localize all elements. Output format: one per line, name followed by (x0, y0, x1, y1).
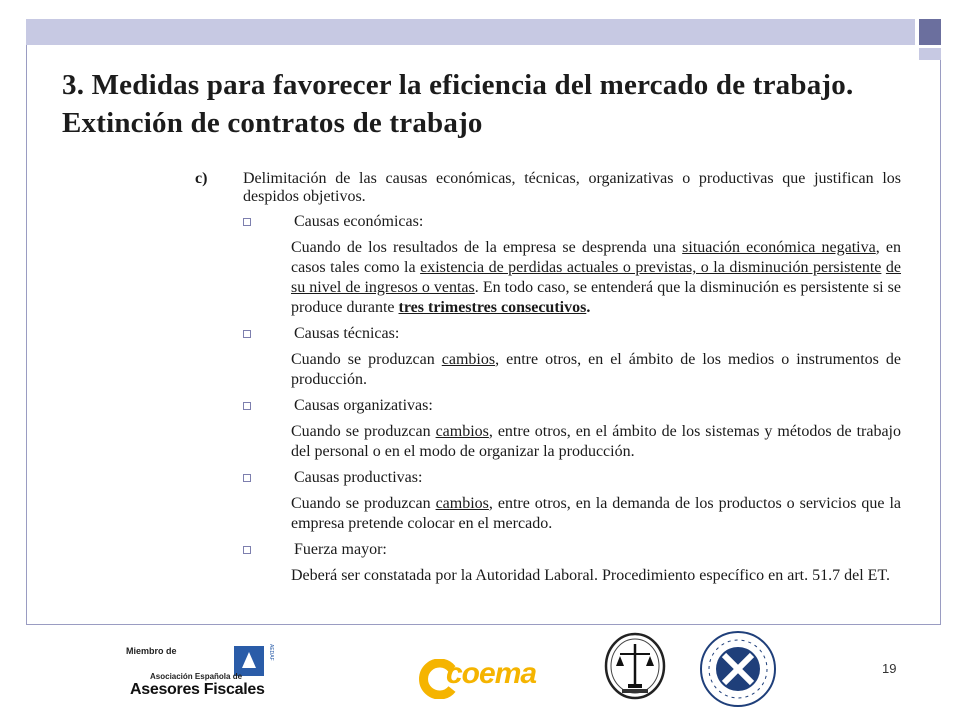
coema-name: coema (446, 657, 537, 690)
text-run: Cuando se produzcan (291, 495, 436, 512)
cause-heading: Causas técnicas: (294, 325, 400, 342)
frame-bottom-line (26, 624, 941, 625)
text-run: , entre otros, en el ámbito de los sistemas y métodos de trabajo del personal o en el modo de organizar la producción. (291, 423, 901, 460)
slide-content (195, 170, 901, 586)
cause-description: Deberá ser constatada por la Autoridad Laboral. Procedimiento específico en art. 51.7 del ET. (291, 567, 891, 584)
cause-heading: Fuerza mayor: (294, 541, 387, 558)
underlined-text: cambios (441, 351, 496, 368)
text-run: . (586, 299, 591, 316)
underlined-text: de su nivel de ingresos o ventas (291, 259, 902, 296)
text-run: , en casos tales como la (291, 239, 901, 276)
header-accent-bar (26, 19, 915, 45)
aedaf-name-text: Asesores Fiscales (130, 681, 265, 698)
frame-right-line (940, 60, 941, 625)
text-run: , entre otros, en el ámbito de los medios o instrumentos de producción. (291, 351, 901, 388)
cause-tecnicas (243, 324, 901, 390)
coema-logo (418, 655, 537, 701)
square-bullet-icon (243, 546, 251, 554)
item-c-marker: c) (195, 170, 208, 187)
cause-heading: Causas económicas: (294, 213, 424, 230)
cause-productivas (243, 468, 901, 534)
aedaf-member-label: Miembro de (126, 646, 177, 656)
underlined-text: existencia de perdidas actuales o previstas, o la disminución persistente (420, 259, 882, 276)
square-bullet-icon (243, 218, 251, 226)
slide-title: 3. Medidas para favorecer la eficiencia del mercado de trabajo. Extinción de contratos de trabajo (62, 69, 854, 139)
underlined-bold-text: tres trimestres consecutivos (398, 299, 587, 316)
cause-organizativas (243, 396, 901, 462)
cause-heading: Causas productivas: (294, 469, 423, 486)
aedaf-tag: AEDAF (268, 644, 274, 661)
cause-heading: Causas organizativas: (294, 397, 433, 414)
underlined-text: cambios (435, 495, 489, 512)
square-bullet-icon (243, 474, 251, 482)
text-run: Cuando se produzcan (291, 423, 436, 440)
text-run: Cuando de los resultados de la empresa se desprenda una (291, 239, 683, 256)
header-accent-square-small (919, 48, 941, 60)
item-c (195, 170, 901, 206)
cause-description (291, 350, 901, 390)
cause-description (291, 422, 901, 462)
frame-left-line (26, 45, 27, 625)
aedaf-assoc-text: Asociación Española de (150, 672, 243, 681)
scales-icon (604, 632, 666, 700)
cause-economicas (243, 212, 901, 318)
cause-description (291, 238, 901, 318)
aedaf-logo (126, 640, 286, 700)
justice-seal-logo (604, 632, 666, 700)
text-run: Cuando se produzcan (291, 351, 442, 368)
iba-cross-icon (698, 630, 778, 708)
cause-fuerza-mayor (243, 540, 901, 586)
underlined-text: cambios (435, 423, 489, 440)
page-number: 19 (882, 661, 897, 676)
cause-description (291, 494, 901, 534)
underlined-text: situación económica negativa (682, 239, 876, 256)
text-run: . En todo caso, se entenderá que la disminución es persistente si se produce durante (291, 279, 901, 316)
item-c-text: Delimitación de las causas económicas, técnicas, organizativas o productivas que justifican los despidos objetivos. (243, 170, 901, 205)
square-bullet-icon (243, 330, 251, 338)
header-accent-square (919, 19, 941, 45)
square-bullet-icon (243, 402, 251, 410)
text-run: , entre otros, en la demanda de los productos o servicios que la empresa pretende colocar en el mercado. (291, 495, 902, 532)
iba-logo (698, 630, 778, 708)
